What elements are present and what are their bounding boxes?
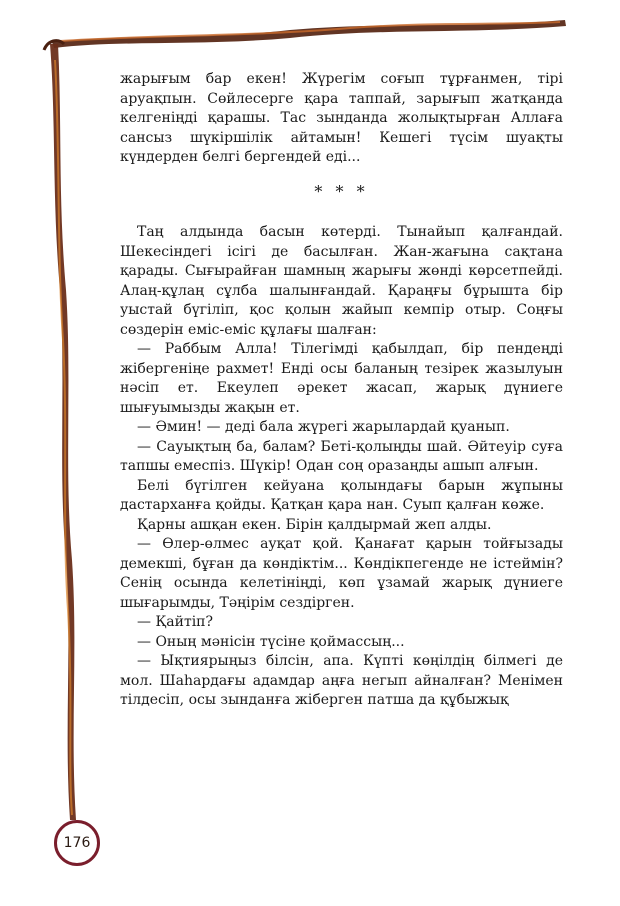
dialogue-line: — Қайтіп? (137, 614, 214, 630)
paragraph: Қарны ашқан екен. Бірін қалдырмай жеп алды. (137, 516, 492, 533)
dialogue-line: — Оның мәнісін түсіне қоймассың... (137, 633, 405, 650)
paragraph: Таң алдында басын көтерді. Тынайып қалғандай. Шекесіндегі ісігі де басылған. Жан-жағына сақтана қарады. Сығырайған шамның жарығы жөнді көрсетпейді. Алаң-құлаң сұлба шалынғандай. Қараңғы бұрышта бір уыстай бүгіліп, қос қолын жайып кемпір отыр. Соңғы сөздерін еміс-еміс құлағы шалған: (120, 224, 563, 338)
dialogue-line: — Әмин! — деді бала жүрегі жарылардай қуанып. (137, 419, 510, 435)
paragraph: Белі бүгілген кейуана қолындағы барын жұпыны дастарханға қойды. Қатқан қара нан. Суып қалған көже. (120, 477, 563, 513)
dialogue-line: — Ықтиярыңыз білсін, апа. Күпті көңілдің білмегі де мол. Шаһардағы адамдар аңға негып айналған? Менімен тілдесіп, осы зынданға жіберген патша да құбыжық (120, 653, 563, 708)
dialogue-line: — Сауықтың ба, балам? Беті-қолыңды шай. Әйтеуір суға тапшы емеспіз. Шүкір! Одан соң оразаңды ашып алғын. (120, 438, 563, 474)
dialogue-line: — Өлер-өлмес ауқат қой. Қанағат қарын тойғызады демекші, бұған да көндіктім... Көндікпегенде не істеймін? Сенің осында келетініңді, көп ұзамай жарық дүниеге шығарымды, Тәңірім сездірген. (120, 536, 563, 611)
frame-left-stroke (50, 44, 76, 820)
section-separator: * * * (314, 181, 369, 201)
dialogue-line: — Раббым Алла! Тілегімді қабылдап, бір пендеңді жібергеніңе рахмет! Енді осы баланың тезірек жазылуын нәсіп ет. Екеулеп әрекет жасап, жарық дүниеге шығуымызды жақын ет. (120, 341, 563, 416)
page-number: 176 (54, 820, 100, 866)
paragraph-continuation: жарығым бар екен! Жүрегім соғып тұрғанмен, тірі аруақпын. Сөйлесерге қара таппай, зарығып жатқанда келгеніңді қарашы. Тас зынданда жолықтырған Аллаға сансыз шүкіршілік айтамын! Кешегі түсім шуақты күндерден белгі бергендей еді... (120, 71, 563, 165)
page-text (120, 70, 563, 711)
